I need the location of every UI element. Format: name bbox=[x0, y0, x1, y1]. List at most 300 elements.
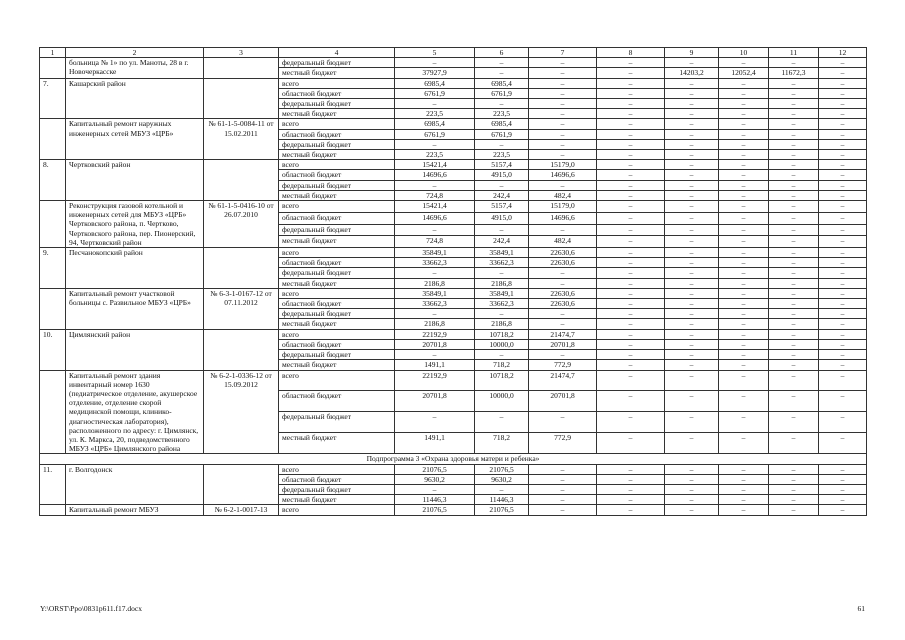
amount-cell: – bbox=[819, 433, 867, 454]
amount-cell: – bbox=[597, 139, 665, 149]
amount-cell: – bbox=[819, 180, 867, 190]
amount-cell: – bbox=[819, 68, 867, 78]
budget-table bbox=[39, 47, 867, 516]
funding-source: местный бюджет bbox=[279, 68, 395, 78]
amount-cell: – bbox=[665, 180, 719, 190]
funding-source: местный бюджет bbox=[279, 109, 395, 119]
amount-cell: – bbox=[597, 329, 665, 339]
amount-cell: – bbox=[665, 484, 719, 494]
document-number: № 61-1-5-0084-11 от 15.02.2011 bbox=[204, 119, 279, 160]
amount-cell: – bbox=[597, 339, 665, 349]
funding-source: всего bbox=[279, 288, 395, 298]
amount-cell: – bbox=[819, 391, 867, 412]
funding-source: местный бюджет bbox=[279, 236, 395, 248]
amount-cell: – bbox=[719, 464, 769, 474]
page-number: 61 bbox=[857, 604, 865, 613]
amount-cell: – bbox=[597, 309, 665, 319]
funding-source: федеральный бюджет bbox=[279, 58, 395, 68]
amount-cell: – bbox=[819, 190, 867, 200]
table-row bbox=[40, 201, 867, 213]
amount-cell: 1491,1 bbox=[395, 433, 475, 454]
column-header: 6 bbox=[475, 48, 529, 58]
amount-cell: – bbox=[719, 88, 769, 98]
amount-cell: – bbox=[819, 236, 867, 248]
amount-cell: 11446,3 bbox=[395, 495, 475, 505]
amount-cell: – bbox=[665, 464, 719, 474]
amount-cell: – bbox=[719, 350, 769, 360]
funding-source: местный бюджет bbox=[279, 360, 395, 370]
row-number: 7. bbox=[40, 78, 66, 119]
amount-cell: – bbox=[529, 505, 597, 515]
amount-cell: – bbox=[769, 236, 819, 248]
amount-cell: – bbox=[819, 212, 867, 224]
amount-cell: – bbox=[819, 370, 867, 391]
amount-cell: – bbox=[597, 180, 665, 190]
amount-cell: 14696,6 bbox=[529, 170, 597, 180]
amount-cell: – bbox=[529, 58, 597, 68]
amount-cell: – bbox=[769, 412, 819, 433]
amount-cell: – bbox=[529, 319, 597, 329]
row-number: 8. bbox=[40, 160, 66, 201]
amount-cell: – bbox=[769, 170, 819, 180]
amount-cell: – bbox=[529, 119, 597, 129]
amount-cell: – bbox=[597, 505, 665, 515]
amount-cell: – bbox=[395, 309, 475, 319]
amount-cell: – bbox=[529, 180, 597, 190]
amount-cell: – bbox=[597, 433, 665, 454]
amount-cell: – bbox=[665, 360, 719, 370]
amount-cell: – bbox=[597, 99, 665, 109]
funding-source: всего bbox=[279, 505, 395, 515]
funding-source: местный бюджет bbox=[279, 278, 395, 288]
amount-cell: – bbox=[769, 99, 819, 109]
funding-source: областной бюджет bbox=[279, 299, 395, 309]
amount-cell: – bbox=[819, 150, 867, 160]
funding-source: федеральный бюджет bbox=[279, 309, 395, 319]
amount-cell: – bbox=[395, 350, 475, 360]
funding-source: федеральный бюджет bbox=[279, 350, 395, 360]
funding-source: всего bbox=[279, 160, 395, 170]
table-row bbox=[40, 505, 867, 515]
amount-cell: 12052,4 bbox=[719, 68, 769, 78]
amount-cell: – bbox=[769, 474, 819, 484]
amount-cell: – bbox=[719, 309, 769, 319]
amount-cell: – bbox=[769, 288, 819, 298]
column-header: 5 bbox=[395, 48, 475, 58]
amount-cell: – bbox=[719, 58, 769, 68]
amount-cell: – bbox=[819, 170, 867, 180]
amount-cell: – bbox=[475, 180, 529, 190]
amount-cell: 223,5 bbox=[395, 109, 475, 119]
document-number bbox=[204, 248, 279, 289]
amount-cell: – bbox=[665, 474, 719, 484]
amount-cell: – bbox=[769, 109, 819, 119]
amount-cell: 6985,4 bbox=[395, 78, 475, 88]
amount-cell: 33662,3 bbox=[395, 258, 475, 268]
amount-cell: – bbox=[769, 370, 819, 391]
amount-cell: – bbox=[475, 268, 529, 278]
amount-cell: 21076,5 bbox=[475, 505, 529, 515]
amount-cell: – bbox=[819, 495, 867, 505]
amount-cell: – bbox=[769, 505, 819, 515]
amount-cell: 10718,2 bbox=[475, 370, 529, 391]
funding-source: областной бюджет bbox=[279, 339, 395, 349]
amount-cell: 20701,8 bbox=[395, 391, 475, 412]
amount-cell: – bbox=[769, 339, 819, 349]
document-number: № 6-2-1-0017-13 bbox=[204, 505, 279, 515]
table-row bbox=[40, 78, 867, 88]
amount-cell: 15179,0 bbox=[529, 201, 597, 213]
table-row bbox=[40, 329, 867, 339]
amount-cell: – bbox=[665, 412, 719, 433]
document-number bbox=[204, 160, 279, 201]
column-header: 7 bbox=[529, 48, 597, 58]
document-number bbox=[204, 78, 279, 119]
funding-source: всего bbox=[279, 78, 395, 88]
amount-cell: – bbox=[529, 99, 597, 109]
amount-cell: – bbox=[529, 150, 597, 160]
amount-cell: – bbox=[597, 268, 665, 278]
funding-source: областной бюджет bbox=[279, 391, 395, 412]
amount-cell: – bbox=[769, 248, 819, 258]
amount-cell: 6985,4 bbox=[475, 119, 529, 129]
amount-cell: – bbox=[819, 278, 867, 288]
row-number bbox=[40, 201, 66, 248]
amount-cell: 772,9 bbox=[529, 433, 597, 454]
amount-cell: 6761,9 bbox=[475, 129, 529, 139]
column-header: 4 bbox=[279, 48, 395, 58]
amount-cell: – bbox=[719, 412, 769, 433]
amount-cell: 22192,9 bbox=[395, 370, 475, 391]
funding-source: местный бюджет bbox=[279, 150, 395, 160]
amount-cell: – bbox=[719, 329, 769, 339]
amount-cell: – bbox=[665, 339, 719, 349]
amount-cell: – bbox=[529, 278, 597, 288]
table-row bbox=[40, 58, 867, 68]
funding-source: областной бюджет bbox=[279, 129, 395, 139]
amount-cell: – bbox=[819, 160, 867, 170]
object-name: г. Волгодонск bbox=[66, 464, 204, 505]
amount-cell: – bbox=[719, 139, 769, 149]
amount-cell: – bbox=[597, 236, 665, 248]
funding-source: федеральный бюджет bbox=[279, 484, 395, 494]
amount-cell: – bbox=[819, 339, 867, 349]
amount-cell: – bbox=[597, 391, 665, 412]
amount-cell: 724,8 bbox=[395, 190, 475, 200]
amount-cell: – bbox=[529, 109, 597, 119]
amount-cell: – bbox=[597, 484, 665, 494]
amount-cell: – bbox=[665, 299, 719, 309]
amount-cell: 10718,2 bbox=[475, 329, 529, 339]
amount-cell: – bbox=[597, 464, 665, 474]
amount-cell: – bbox=[769, 160, 819, 170]
amount-cell: – bbox=[769, 329, 819, 339]
amount-cell: – bbox=[819, 484, 867, 494]
amount-cell: 2186,8 bbox=[475, 278, 529, 288]
amount-cell: – bbox=[719, 258, 769, 268]
amount-cell: – bbox=[665, 58, 719, 68]
amount-cell: – bbox=[819, 268, 867, 278]
amount-cell: – bbox=[769, 139, 819, 149]
amount-cell: – bbox=[665, 170, 719, 180]
amount-cell: – bbox=[475, 412, 529, 433]
amount-cell: – bbox=[819, 99, 867, 109]
amount-cell: – bbox=[819, 119, 867, 129]
amount-cell: – bbox=[395, 139, 475, 149]
amount-cell: 6761,9 bbox=[475, 88, 529, 98]
amount-cell: – bbox=[719, 129, 769, 139]
amount-cell: – bbox=[769, 495, 819, 505]
amount-cell: 4915,0 bbox=[475, 170, 529, 180]
table-row bbox=[40, 464, 867, 474]
amount-cell: 4915,0 bbox=[475, 212, 529, 224]
amount-cell: 6985,4 bbox=[395, 119, 475, 129]
funding-source: федеральный бюджет bbox=[279, 268, 395, 278]
row-number bbox=[40, 119, 66, 160]
column-header: 10 bbox=[719, 48, 769, 58]
amount-cell: – bbox=[665, 288, 719, 298]
funding-source: всего bbox=[279, 201, 395, 213]
amount-cell: – bbox=[769, 150, 819, 160]
amount-cell: – bbox=[719, 360, 769, 370]
object-name: Реконструкция газовой котельной и инженерных сетей для МБУЗ «ЦРБ» Чертковского района, п. Чертково, Чертковского района, пер. Пионерский, 94, Чертковский район bbox=[66, 201, 204, 248]
amount-cell: – bbox=[719, 248, 769, 258]
amount-cell: – bbox=[719, 433, 769, 454]
amount-cell: 223,5 bbox=[475, 109, 529, 119]
funding-source: всего bbox=[279, 248, 395, 258]
amount-cell: – bbox=[597, 58, 665, 68]
amount-cell: – bbox=[719, 505, 769, 515]
table-row bbox=[40, 370, 867, 391]
amount-cell: – bbox=[597, 278, 665, 288]
amount-cell: – bbox=[395, 224, 475, 236]
amount-cell: 35849,1 bbox=[475, 288, 529, 298]
amount-cell: 772,9 bbox=[529, 360, 597, 370]
row-number bbox=[40, 288, 66, 329]
amount-cell: – bbox=[719, 119, 769, 129]
amount-cell: 22630,6 bbox=[529, 258, 597, 268]
amount-cell: 2186,8 bbox=[475, 319, 529, 329]
amount-cell: – bbox=[475, 309, 529, 319]
amount-cell: 14696,6 bbox=[395, 170, 475, 180]
amount-cell: 2186,8 bbox=[395, 319, 475, 329]
amount-cell: – bbox=[719, 99, 769, 109]
amount-cell: – bbox=[819, 360, 867, 370]
amount-cell: – bbox=[769, 391, 819, 412]
amount-cell: – bbox=[719, 109, 769, 119]
amount-cell: 11446,3 bbox=[475, 495, 529, 505]
amount-cell: 14696,6 bbox=[529, 212, 597, 224]
amount-cell: – bbox=[597, 78, 665, 88]
amount-cell: – bbox=[819, 78, 867, 88]
amount-cell: – bbox=[819, 258, 867, 268]
amount-cell: – bbox=[475, 139, 529, 149]
amount-cell: – bbox=[719, 319, 769, 329]
amount-cell: 6761,9 bbox=[395, 88, 475, 98]
amount-cell: 223,5 bbox=[395, 150, 475, 160]
amount-cell: – bbox=[395, 412, 475, 433]
amount-cell: – bbox=[719, 150, 769, 160]
amount-cell: – bbox=[819, 474, 867, 484]
amount-cell: 6761,9 bbox=[395, 129, 475, 139]
amount-cell: – bbox=[597, 160, 665, 170]
amount-cell: 242,4 bbox=[475, 236, 529, 248]
amount-cell: – bbox=[769, 129, 819, 139]
amount-cell: – bbox=[475, 99, 529, 109]
amount-cell: – bbox=[665, 119, 719, 129]
amount-cell: 33662,3 bbox=[475, 299, 529, 309]
amount-cell: – bbox=[529, 474, 597, 484]
amount-cell: 21076,5 bbox=[395, 505, 475, 515]
amount-cell: – bbox=[395, 268, 475, 278]
column-header: 11 bbox=[769, 48, 819, 58]
funding-source: федеральный бюджет bbox=[279, 139, 395, 149]
amount-cell: – bbox=[819, 248, 867, 258]
amount-cell: – bbox=[665, 109, 719, 119]
amount-cell: – bbox=[769, 88, 819, 98]
amount-cell: – bbox=[719, 170, 769, 180]
table-row bbox=[40, 248, 867, 258]
amount-cell: – bbox=[769, 484, 819, 494]
amount-cell: – bbox=[597, 319, 665, 329]
amount-cell: – bbox=[597, 170, 665, 180]
amount-cell: – bbox=[819, 412, 867, 433]
amount-cell: – bbox=[819, 88, 867, 98]
amount-cell: – bbox=[665, 433, 719, 454]
amount-cell: – bbox=[529, 464, 597, 474]
amount-cell: – bbox=[475, 350, 529, 360]
amount-cell: – bbox=[665, 505, 719, 515]
funding-source: областной бюджет bbox=[279, 170, 395, 180]
amount-cell: – bbox=[665, 391, 719, 412]
amount-cell: – bbox=[819, 129, 867, 139]
amount-cell: 15421,4 bbox=[395, 201, 475, 213]
amount-cell: 482,4 bbox=[529, 190, 597, 200]
amount-cell: – bbox=[597, 129, 665, 139]
amount-cell: – bbox=[719, 201, 769, 213]
amount-cell: 9630,2 bbox=[395, 474, 475, 484]
amount-cell: – bbox=[597, 495, 665, 505]
amount-cell: 22630,6 bbox=[529, 299, 597, 309]
table-row bbox=[40, 119, 867, 129]
document-number: № 61-1-5-0416-10 от 26.07.2010 bbox=[204, 201, 279, 248]
amount-cell: – bbox=[475, 68, 529, 78]
document-number bbox=[204, 464, 279, 505]
amount-cell: 22192,9 bbox=[395, 329, 475, 339]
amount-cell: 21474,7 bbox=[529, 370, 597, 391]
column-header: 9 bbox=[665, 48, 719, 58]
amount-cell: – bbox=[597, 412, 665, 433]
amount-cell: – bbox=[665, 99, 719, 109]
funding-source: федеральный бюджет bbox=[279, 180, 395, 190]
amount-cell: – bbox=[665, 370, 719, 391]
subprogram-title: Подпрограмма 3 «Охрана здоровья матери и ребенка» bbox=[40, 454, 867, 464]
amount-cell: 35849,1 bbox=[395, 248, 475, 258]
amount-cell: – bbox=[719, 474, 769, 484]
amount-cell: – bbox=[769, 78, 819, 88]
funding-source: областной бюджет bbox=[279, 88, 395, 98]
amount-cell: – bbox=[719, 339, 769, 349]
amount-cell: – bbox=[819, 329, 867, 339]
table-row bbox=[40, 288, 867, 298]
amount-cell: – bbox=[395, 58, 475, 68]
amount-cell: – bbox=[769, 299, 819, 309]
amount-cell: – bbox=[769, 433, 819, 454]
amount-cell: 718,2 bbox=[475, 360, 529, 370]
object-name: Песчанокопский район bbox=[66, 248, 204, 289]
funding-source: областной бюджет bbox=[279, 212, 395, 224]
amount-cell: 1491,1 bbox=[395, 360, 475, 370]
amount-cell: – bbox=[819, 201, 867, 213]
amount-cell: – bbox=[475, 484, 529, 494]
amount-cell: – bbox=[395, 484, 475, 494]
amount-cell: – bbox=[819, 505, 867, 515]
amount-cell: – bbox=[665, 78, 719, 88]
amount-cell: – bbox=[769, 464, 819, 474]
funding-source: областной бюджет bbox=[279, 474, 395, 484]
amount-cell: – bbox=[597, 190, 665, 200]
amount-cell: 20701,8 bbox=[529, 339, 597, 349]
amount-cell: 33662,3 bbox=[395, 299, 475, 309]
amount-cell: – bbox=[769, 201, 819, 213]
row-number bbox=[40, 370, 66, 454]
amount-cell: – bbox=[665, 201, 719, 213]
amount-cell: 20701,8 bbox=[529, 391, 597, 412]
amount-cell: – bbox=[475, 224, 529, 236]
amount-cell: – bbox=[769, 180, 819, 190]
amount-cell: – bbox=[597, 474, 665, 484]
amount-cell: 5157,4 bbox=[475, 160, 529, 170]
amount-cell: – bbox=[719, 299, 769, 309]
amount-cell: 718,2 bbox=[475, 433, 529, 454]
amount-cell: – bbox=[665, 350, 719, 360]
amount-cell: – bbox=[819, 139, 867, 149]
amount-cell: – bbox=[769, 258, 819, 268]
amount-cell: – bbox=[665, 88, 719, 98]
amount-cell: 37927,9 bbox=[395, 68, 475, 78]
amount-cell: – bbox=[597, 258, 665, 268]
file-path: Y:\ORST\Ppo\0831p611.f17.docx bbox=[40, 604, 142, 613]
row-number: 10. bbox=[40, 329, 66, 370]
amount-cell: – bbox=[597, 150, 665, 160]
funding-source: федеральный бюджет bbox=[279, 224, 395, 236]
header-row bbox=[40, 48, 867, 58]
amount-cell: – bbox=[769, 119, 819, 129]
amount-cell: – bbox=[597, 288, 665, 298]
amount-cell: – bbox=[597, 119, 665, 129]
funding-source: всего bbox=[279, 464, 395, 474]
amount-cell: – bbox=[719, 495, 769, 505]
amount-cell: – bbox=[769, 58, 819, 68]
amount-cell: – bbox=[819, 109, 867, 119]
amount-cell: 33662,3 bbox=[475, 258, 529, 268]
amount-cell: – bbox=[665, 309, 719, 319]
document-number bbox=[204, 329, 279, 370]
amount-cell: 21076,5 bbox=[475, 464, 529, 474]
amount-cell: – bbox=[665, 319, 719, 329]
row-number bbox=[40, 505, 66, 515]
amount-cell: – bbox=[529, 78, 597, 88]
amount-cell: 482,4 bbox=[529, 236, 597, 248]
amount-cell: – bbox=[597, 224, 665, 236]
amount-cell: – bbox=[769, 268, 819, 278]
amount-cell: – bbox=[597, 350, 665, 360]
column-header: 2 bbox=[66, 48, 204, 58]
amount-cell: 6985,4 bbox=[475, 78, 529, 88]
amount-cell: – bbox=[769, 309, 819, 319]
object-name: Капитальный ремонт участковой больницы с. Развильное МБУЗ «ЦРБ» bbox=[66, 288, 204, 329]
amount-cell: – bbox=[529, 495, 597, 505]
